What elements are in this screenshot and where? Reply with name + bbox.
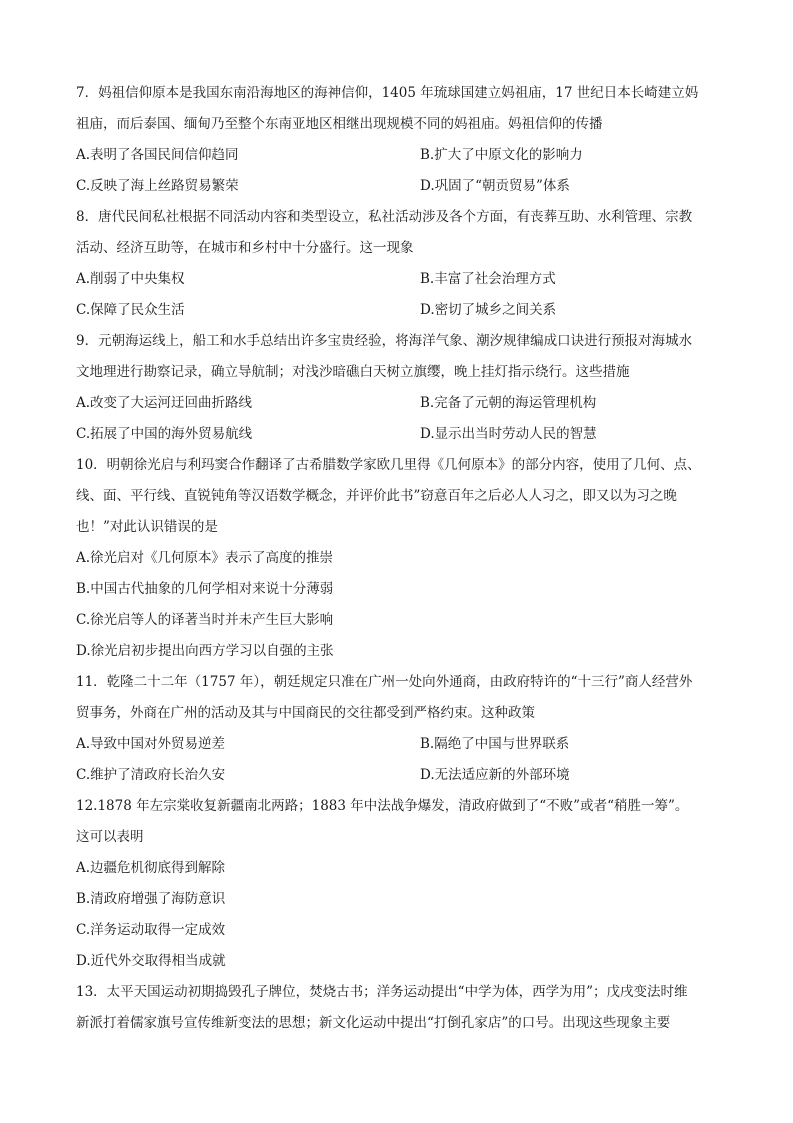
q12-stem-line-1: 12.1878 年左宗棠收复新疆南北两路；1883 年中法战争爆发，清政府做到了“不败”或者“稍胜一筹”。 xyxy=(76,798,689,814)
q11-option-c[interactable]: C.维护了清政府长治久安 xyxy=(76,767,226,783)
q12-option-a[interactable]: A.边疆危机彻底得到解除 xyxy=(76,860,226,876)
q13-stem-line-1: 13．太平天国运动初期捣毁孔子牌位，焚烧古书；洋务运动提出“中学为体，西学为用”；戊戌变法时维 xyxy=(76,984,688,1000)
q12-stem-line-2: 这可以表明 xyxy=(76,829,144,845)
q8-option-a[interactable]: A.削弱了中央集权 xyxy=(76,271,185,287)
q11-option-a[interactable]: A.导致中国对外贸易逆差 xyxy=(76,736,226,752)
q10-option-c[interactable]: C.徐光启等人的译著当时并未产生巨大影响 xyxy=(76,612,334,628)
q12-option-c[interactable]: C.洋务运动取得一定成效 xyxy=(76,922,226,938)
q7-option-c[interactable]: C.反映了海上丝路贸易繁荣 xyxy=(76,178,239,194)
q10-option-b[interactable]: B.中国古代抽象的几何学相对来说十分薄弱 xyxy=(76,581,334,597)
q7-option-a[interactable]: A.表明了各国民间信仰趋同 xyxy=(76,147,239,163)
q8-option-b[interactable]: B.丰富了社会治理方式 xyxy=(420,271,556,287)
q10-stem-line-1: 10．明朝徐光启与利玛窦合作翻译了古希腊数学家欧几里得《几何原本》的部分内容，使用了几何、点、 xyxy=(76,457,701,473)
q10-stem-line-3: 也！”对此认识错误的是 xyxy=(76,519,218,535)
q11-stem-line-1: 11．乾隆二十二年（1757 年），朝廷规定只准在广州一处向外通商，由政府特许的“十三行”商人经营外 xyxy=(76,674,693,690)
q13-stem-line-2: 新派打着儒家旗号宣传维新变法的思想；新文化运动中提出“打倒孔家店”的口号。出现这些现象主要 xyxy=(76,1015,671,1031)
q8-option-c[interactable]: C.保障了民众生活 xyxy=(76,302,185,318)
q8-stem-line-2: 活动、经济互助等，在城市和乡村中十分盛行。这一现象 xyxy=(76,240,414,256)
q12-option-b[interactable]: B.清政府增强了海防意识 xyxy=(76,891,226,907)
q12-option-d[interactable]: D.近代外交取得相当成就 xyxy=(76,953,226,969)
q9-option-b[interactable]: B.完备了元朝的海运管理机构 xyxy=(420,395,597,411)
q9-option-a[interactable]: A.改变了大运河迂回曲折路线 xyxy=(76,395,253,411)
q11-option-d[interactable]: D.无法适应新的外部环境 xyxy=(420,767,570,783)
q9-option-d[interactable]: D.显示出当时劳动人民的智慧 xyxy=(420,426,597,442)
q11-stem-line-2: 贸事务，外商在广州的活动及其与中国商民的交往都受到严格约束。这种政策 xyxy=(76,705,535,721)
q7-option-b[interactable]: B.扩大了中原文化的影响力 xyxy=(420,147,583,163)
q10-option-a[interactable]: A.徐光启对《几何原本》表示了高度的推崇 xyxy=(76,550,334,566)
q11-option-b[interactable]: B.隔绝了中国与世界联系 xyxy=(420,736,570,752)
q7-option-d[interactable]: D.巩固了“朝贡贸易”体系 xyxy=(420,178,570,194)
q9-stem-line-2: 文地理进行勘察记录，确立导航制；对浅沙暗礁白天树立旗缨，晚上挂灯指示绕行。这些措施 xyxy=(76,364,630,380)
q8-stem-line-1: 8．唐代民间私社根据不同活动内容和类型设立，私社活动涉及各个方面，有丧葬互助、水利管理、宗教 xyxy=(76,209,693,225)
q7-stem-line-1: 7．妈祖信仰原本是我国东南沿海地区的海神信仰，1405 年琉球国建立妈祖庙，17 世纪日本长崎建立妈 xyxy=(76,85,699,101)
q10-option-d[interactable]: D.徐光启初步提出向西方学习以自强的主张 xyxy=(76,643,334,659)
q7-stem-line-2: 祖庙，而后泰国、缅甸乃至整个东南亚地区相继出现规模不同的妈祖庙。妈祖信仰的传播 xyxy=(76,116,603,132)
q8-option-d[interactable]: D.密切了城乡之间关系 xyxy=(420,302,557,318)
q9-option-c[interactable]: C.拓展了中国的海外贸易航线 xyxy=(76,426,253,442)
q10-stem-line-2: 线、面、平行线、直锐钝角等汉语数学概念，并评价此书”窃意百年之后必人人习之，即又以为习之晚 xyxy=(76,488,677,504)
q9-stem-line-1: 9．元朝海运线上，船工和水手总结出许多宝贵经验，将海洋气象、潮汐规律编成口诀进行预报对海城水 xyxy=(76,333,693,349)
